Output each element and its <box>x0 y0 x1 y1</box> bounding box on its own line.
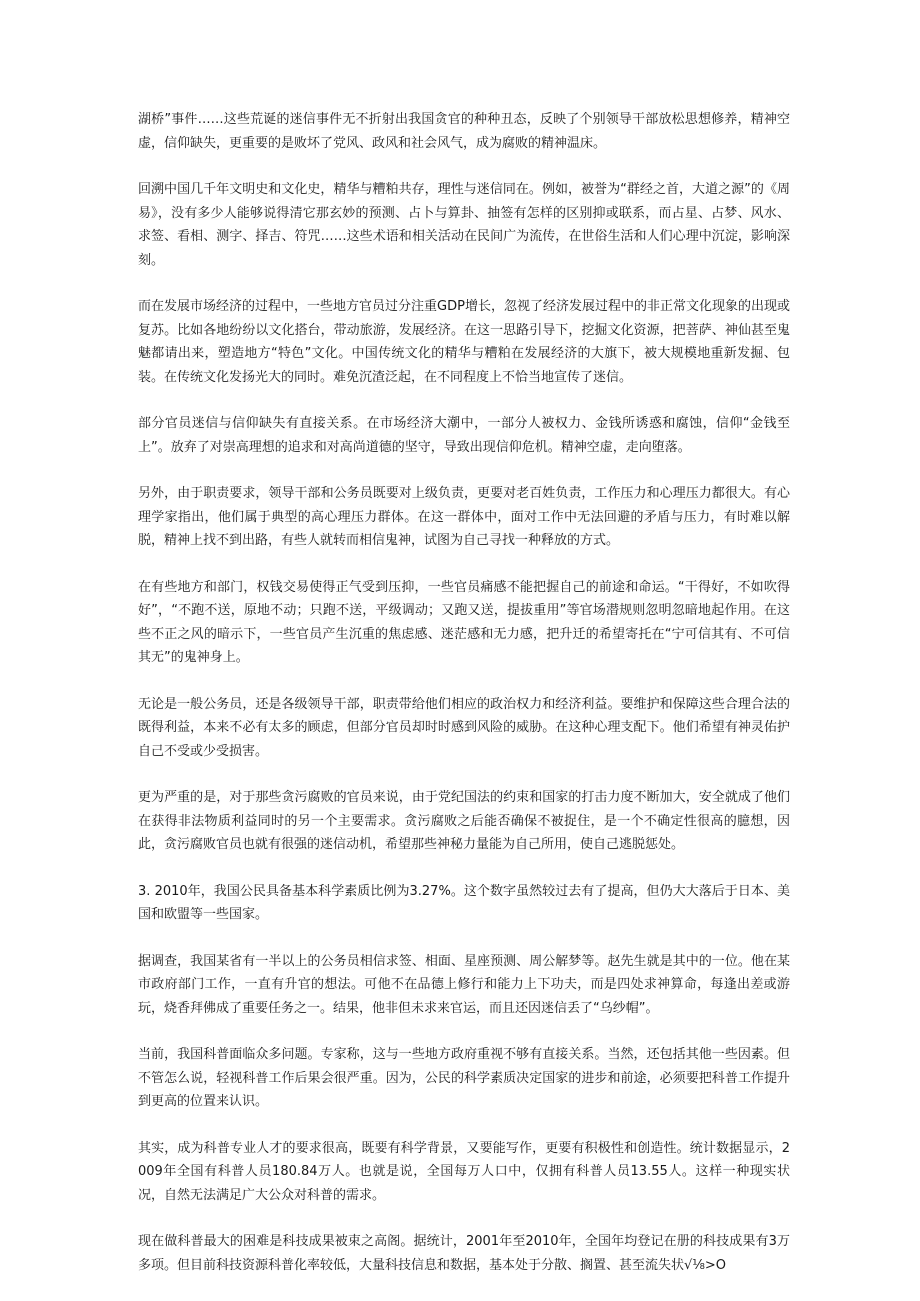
paragraph-8: 更为严重的是，对于那些贪污腐败的官员来说，由于党纪国法的约束和国家的打击力度不断加大，安全就成了他们在获得非法物质利益同时的另一个主要需求。贪污腐败之后能否确保不被捉住，是一个不确定性很高的臆想，因此，贪污腐败官员也就有很强的迷信动机，希望那些神秘力量能为自己所用，使自己逃脱惩处。 <box>138 790 790 852</box>
paragraph-3: 而在发展市场经济的过程中，一些地方官员过分注重GDP增长，忽视了经济发展过程中的非正常文化现象的出现或复苏。比如各地纷纷以文化搭台，带动旅游，发展经济。在这一思路引导下，挖掘文化资源，把菩萨、神仙甚至鬼魅都请出来，塑造地方“特色”文化。中国传统文化的精华与糟粕在发展经济的大旗下，被大规模地重新发掘、包装。在传统文化发扬光大的同时。难免沉渣泛起，在不同程度上不恰当地宣传了迷信。 <box>138 299 790 385</box>
document-page <box>138 108 790 1300</box>
paragraph-2: 回溯中国几千年文明史和文化史，精华与糟粕共存，理性与迷信同在。例如，被誉为“群经之首，大道之源”的《周易》，没有多少人能够说得清它那玄妙的预测、占卜与算卦、抽签有怎样的区别抑或联系，而占星、占梦、风水、求签、看相、测字、择吉、符咒……这些术语和相关活动在民间广为流传，在世俗生活和人们心理中沉淀，影响深刻。 <box>138 182 790 268</box>
paragraph-6: 在有些地方和部门，权钱交易使得正气受到压抑，一些官员痛感不能把握自己的前途和命运。“干得好，不如吹得好”，“不跑不送，原地不动；只跑不送，平级调动；又跑又送，提拔重用”等官场潜规则忽明忽暗地起作用。在这些不正之风的暗示下，一些官员产生沉重的焦虑感、迷茫感和无力感，把升迁的希望寄托在“宁可信其有、不可信其无”的鬼神身上。 <box>138 579 790 665</box>
paragraph-13: 现在做科普最大的困难是科技成果被束之高阁。据统计，2001年至2010年，全国年均登记在册的科技成果有3万多项。但目前科技资源科普化率较低，大量科技信息和数据，基本处于分散、搁置、甚至流失状√⅛>O <box>138 1234 790 1273</box>
paragraph-1: 湖桥”事件……这些荒诞的迷信事件无不折射出我国贪官的种种丑态，反映了个别领导干部放松思想修养，精神空虚，信仰缺失，更重要的是败坏了党风、政风和社会风气，成为腐败的精神温床。 <box>138 112 790 151</box>
paragraph-5: 另外，由于职责要求，领导干部和公务员既要对上级负责，更要对老百姓负责，工作压力和心理压力都很大。有心理学家指出，他们属于典型的高心理压力群体。在这一群体中，面对工作中无法回避的矛盾与压力，有时难以解脱，精神上找不到出路，有些人就转而相信鬼神，试图为自己寻找一种释放的方式。 <box>138 486 790 548</box>
paragraph-12: 其实，成为科普专业人才的要求很高，既要有科学背景，又要能写作，更要有积极性和创造性。统计数据显示，2009年全国有科普人员180.84万人。也就是说，全国每万人口中，仅拥有科普人员13.55人。这样一种现实状况，自然无法满足广大公众对科普的需求。 <box>138 1140 790 1203</box>
paragraph-4: 部分官员迷信与信仰缺失有直接关系。在市场经济大潮中，一部分人被权力、金钱所诱惑和腐蚀，信仰“金钱至上”。放弃了对崇高理想的追求和对高尚道德的坚守，导致出现信仰危机。精神空虚，走向堕落。 <box>138 416 790 455</box>
paragraph-10: 据调查，我国某省有一半以上的公务员相信求签、相面、星座预测、周公解梦等。赵先生就是其中的一位。他在某市政府部门工作，一直有升官的想法。可他不在品德上修行和能力上下功夫，而是四处求神算命，每逢出差或游玩，烧香拜佛成了重要任务之一。结果，他非但未求来官运，而且还因迷信丢了“乌纱帽”。 <box>138 953 790 1016</box>
paragraph-7: 无论是一般公务员，还是各级领导干部，职责带给他们相应的政治权力和经济利益。要维护和保障这些合理合法的既得利益，本来不必有太多的顾虑，但部分官员却时时感到风险的威胁。在这种心理支配下。他们希望有神灵佑护自己不受或少受损害。 <box>138 696 790 759</box>
paragraph-9: 3. 2010年，我国公民具备基本科学素质比例为3.27%。这个数字虽然较过去有了提高，但仍大大落后于日本、美国和欧盟等一些国家。 <box>138 883 790 922</box>
paragraph-11: 当前，我国科普面临众多问题。专家称，这与一些地方政府重视不够有直接关系。当然，还包括其他一些因素。但不管怎么说，轻视科普工作后果会很严重。因为，公民的科学素质决定国家的进步和前途，必须要把科普工作提升到更高的位置来认识。 <box>138 1047 790 1109</box>
